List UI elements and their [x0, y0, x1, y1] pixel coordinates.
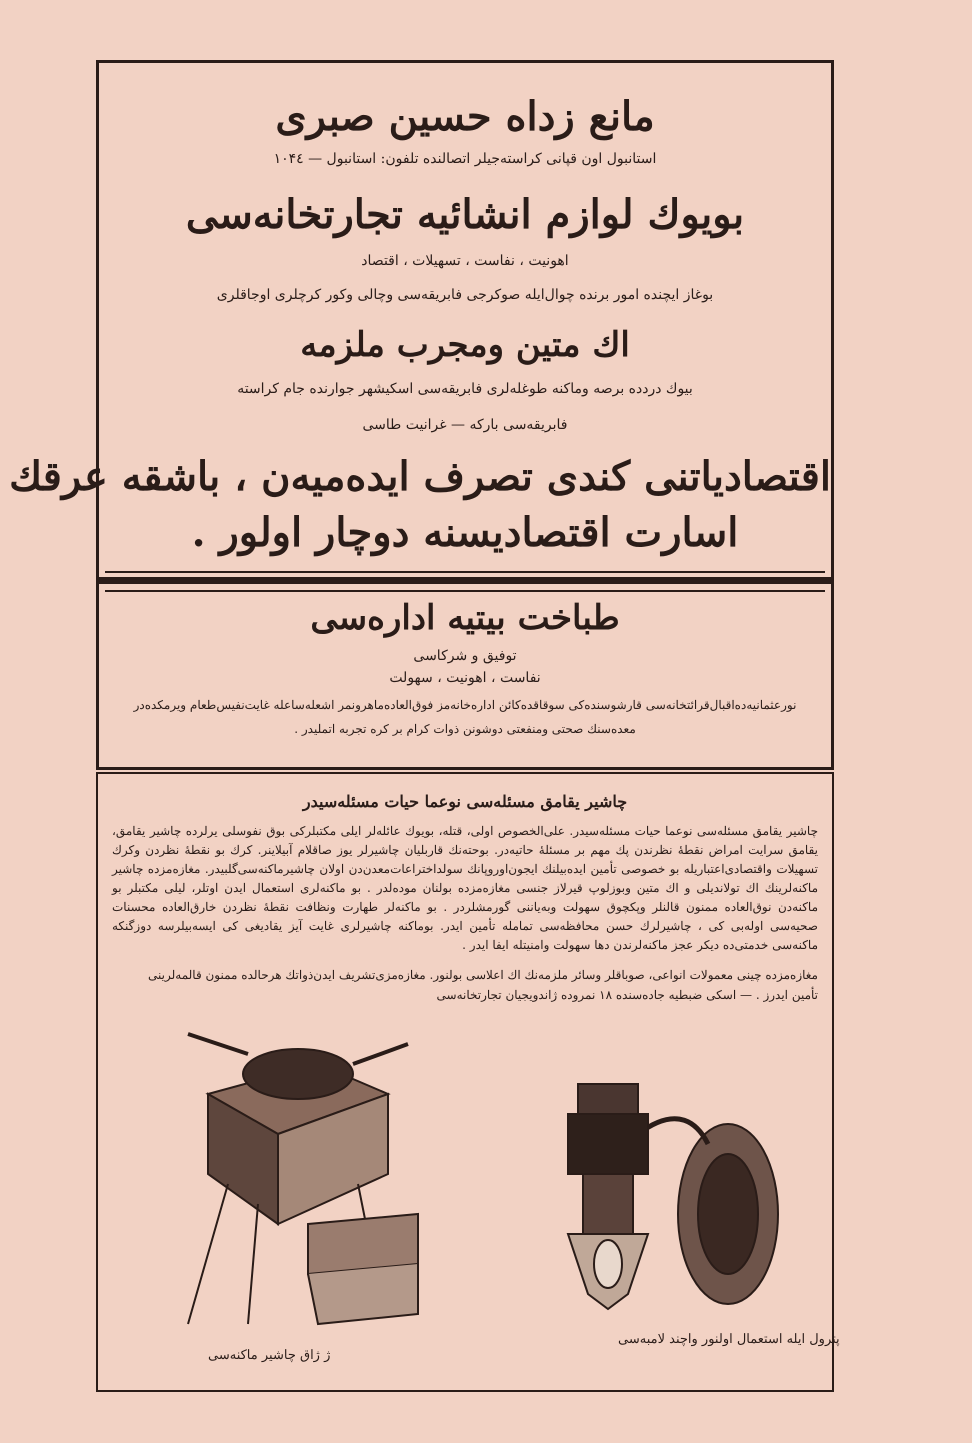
- ad2-line-2: معده‌سنك صحتی ومنفعتی دوشونن ذوات کرام بر کره تجربه اتملیدر .: [294, 722, 636, 736]
- motto-line-1: اقتصادیاتنی کندی تصرف ایده‌میه‌ن ، باشقه عرقك: [9, 453, 831, 500]
- ad2-line-1: نورعثمانیه‌ده‌اقبال‌قرائتخانه‌سی قارشوسنده‌کی سوقاقده‌کائن اداره‌خانه‌مز فوق‌العاده‌ماهرونمر اشعله‌ساعله‌ غایت‌نفیس‌طعام ویرمکده‌در: [133, 698, 797, 712]
- laundry-machine-illustration: [168, 1024, 428, 1354]
- ad-box-laundry-machine: [96, 772, 840, 1392]
- company-name: مانع زداه حسین صبری: [275, 93, 655, 140]
- brand-line: فابریقه‌سی بارکه — غرانیت طاسی: [362, 417, 568, 433]
- ad3-title: چاشیر یقامق مسئله‌سی نوعما حیات مسئله‌سیدر: [302, 792, 628, 811]
- ad2-title: طباخت بیتیه اداره‌سی: [310, 598, 620, 638]
- petrol-lamp-illustration: [538, 1064, 788, 1334]
- motto-line-2: اسارت اقتصادیسنه دوچار اولور .: [191, 509, 739, 556]
- divider: [105, 571, 825, 573]
- brick-factory-line: بیوك دردده برصه وماكنه طوغله‌لری فابریقه‌سی اسكیشهر جوارنده جام كراسته: [237, 381, 693, 397]
- store-name: بویوك لوازم انشائیه تجارتخانه‌سی: [185, 191, 745, 238]
- slogan: اك متین ومجرب ملزمه: [300, 325, 630, 365]
- ad2-virtues: نفاست ، اهونیت ، سهولت: [389, 670, 541, 686]
- ad2-owners: توفیق و شرکاسی: [413, 648, 517, 664]
- ad-box-construction-store: [9, 60, 834, 580]
- company-address: استانبول اون قپانی کراسته‌جیلر اتصالنده تلفون: استانبول — ۱۰۴٤: [273, 151, 657, 167]
- ad3-body: چاشیر یقامق مسئله‌سی نوعما حیات مسئله‌سیدر. علی‌الخصوص اولی، قتله، بویوك عائله‌لر ایلی مکتبلرکی بوق نفوسلی یرلرده چاشیر یقامق، یقامق سرایت امراض نقطه‌ٔ نظرندن پك مهم بر مسئله‌ٔ حاتیه‌در. بوحته‌نك قاربلیان چاشیرلر یوز صاقلام آبیلاینر. کرك بو نقطه‌ٔ نظردن وکرك تسهیلات واقتصادی‌اعتباریله بو خصوصی تأمین ایده‌بیلنك ایجون‌اوروپانك سولد‌اختراعات‌معدن‌دن اولان چاشیرماکنه‌سی‌گلبیدر. مغازه‌مزده چاشیر ماکنه‌لرینك اك تولاندیلی و اك متین وبوزلوپ قیرلاز جنسی مغازه‌مزده بولنان موده‌لدر . بو ماکنه‌لری استعمال ایدن اوتلر، لیلی مکتبلر بو ماکنه‌دن نوق‌العاده ممنون قالنلر وپكچوق سهولت وبه‌یاننی گورمشلردر . بو ماکنه‌لر طهارت ونظافت نقطه‌ٔ نظردن خارق‌العاده محسنات صحیه‌سی اوله‌بی کی ، چاشیرلرك حسن محافظه‌سی تمامله تأمین ایدر. بوماکنه چاشیرلری غایت آیز یقادیغی کی ایسه‌بیلرسه دوزگنکه ماکنه‌سی خدمتی‌ده دیکر عجز ماکنه‌لرندن دها سهولت وامنیتله ایفا ایدر .: [112, 824, 818, 952]
- factory-line: بوغاز ایچنده امور برنده چوال‌ایله صوکرجی فابریقه‌سی وچالی وکور کرچلری اوجاقلری: [216, 287, 714, 303]
- divider: [105, 590, 825, 592]
- ad3-address: تأمین ایدرز . — اسکی ضبطیه جاده‌سنده ۱۸ نمروده ژاندویجیان تجارتخانه‌سی: [436, 988, 818, 1002]
- ad3-body-2: مغازه‌مزده چینی معمولات انواعی، صوباقلر وسائر ملزمه‌نك اك اعلاسی بولنور. مغازه‌مزی‌تشریف ایدن‌ذواتك هرحالده ممنون قالمه‌لرینی: [148, 968, 818, 982]
- caption-petrol-lamp: پترول ایله استعمال اولنور واچند لامبه‌سی: [618, 1332, 840, 1347]
- ad-box-home-cooking: [96, 580, 834, 770]
- caption-laundry-machine: ژ ژاق چاشیر ماکنه‌سی: [208, 1348, 331, 1363]
- store-virtues: اهونیت ، نفاست ، تسهیلات ، اقتصاد: [361, 253, 569, 269]
